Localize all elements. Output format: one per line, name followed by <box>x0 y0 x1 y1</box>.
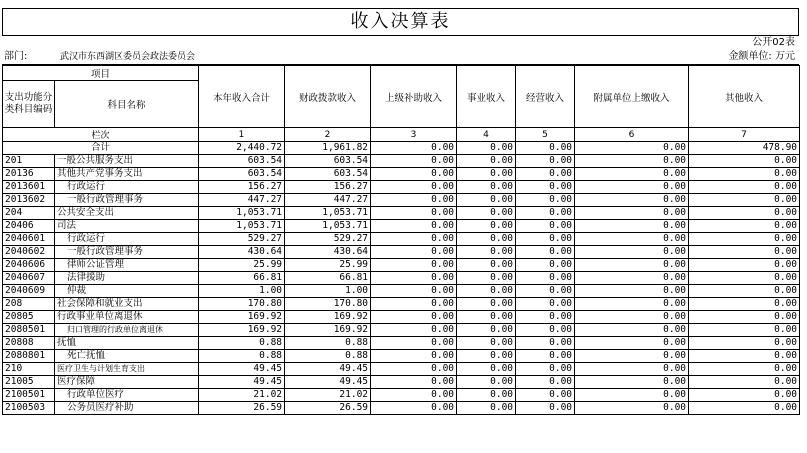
row-value-2: 25.99 <box>285 259 371 272</box>
header-code-col: 支出功能分类科目编码 <box>3 81 55 128</box>
row-value-6: 0.00 <box>575 272 689 285</box>
row-value-4: 0.00 <box>457 233 516 246</box>
row-value-4: 0.00 <box>457 363 516 376</box>
row-value-3: 0.00 <box>371 402 457 415</box>
row-name: 律师公证管理 <box>55 259 199 272</box>
header-col-1: 本年收入合计 <box>199 66 285 128</box>
row-value-4: 0.00 <box>457 324 516 337</box>
row-value-5: 0.00 <box>516 233 575 246</box>
row-value-4: 0.00 <box>457 181 516 194</box>
row-code: 2100503 <box>3 402 55 415</box>
row-value-6: 0.00 <box>575 207 689 220</box>
row-value-4: 0.00 <box>457 402 516 415</box>
index-num-2: 2 <box>285 128 371 142</box>
row-value-2: 0.88 <box>285 337 371 350</box>
row-name: 行政运行 <box>55 181 199 194</box>
row-value-2: 66.81 <box>285 272 371 285</box>
row-value-1: 529.27 <box>199 233 285 246</box>
table-row <box>3 168 800 181</box>
row-value-6: 0.00 <box>575 259 689 272</box>
row-value-1: 0.88 <box>199 337 285 350</box>
table-row <box>3 376 800 389</box>
row-value-7: 0.00 <box>689 376 800 389</box>
row-value-4: 0.00 <box>457 389 516 402</box>
row-name: 死亡抚恤 <box>55 350 199 363</box>
dept-label: 部门: <box>4 51 28 62</box>
row-code: 20805 <box>3 311 55 324</box>
row-name: 一般公共服务支出 <box>55 155 199 168</box>
row-code: 204 <box>3 207 55 220</box>
row-value-5: 0.00 <box>516 337 575 350</box>
row-value-6: 0.00 <box>575 337 689 350</box>
row-value-2: 603.54 <box>285 168 371 181</box>
row-value-7: 0.00 <box>689 168 800 181</box>
row-value-5: 0.00 <box>516 363 575 376</box>
total-value-1: 2,440.72 <box>199 142 285 155</box>
row-value-4: 0.00 <box>457 259 516 272</box>
row-value-6: 0.00 <box>575 194 689 207</box>
row-value-1: 21.02 <box>199 389 285 402</box>
row-name: 司法 <box>55 220 199 233</box>
row-value-4: 0.00 <box>457 168 516 181</box>
row-value-2: 21.02 <box>285 389 371 402</box>
row-value-6: 0.00 <box>575 233 689 246</box>
table-row <box>3 207 800 220</box>
row-value-1: 0.88 <box>199 350 285 363</box>
row-code: 20406 <box>3 220 55 233</box>
header-col-4: 事业收入 <box>457 66 516 128</box>
index-num-1: 1 <box>199 128 285 142</box>
index-num-7: 7 <box>689 128 800 142</box>
row-value-3: 0.00 <box>371 285 457 298</box>
total-value-4: 0.00 <box>457 142 516 155</box>
row-value-4: 0.00 <box>457 207 516 220</box>
row-code: 20136 <box>3 168 55 181</box>
income-table <box>2 65 800 415</box>
table-row <box>3 246 800 259</box>
row-name: 仲裁 <box>55 285 199 298</box>
row-value-5: 0.00 <box>516 207 575 220</box>
row-code: 2040601 <box>3 233 55 246</box>
row-value-6: 0.00 <box>575 311 689 324</box>
dept-name: 武汉市东西湖区委员会政法委员会 <box>60 52 196 62</box>
row-value-4: 0.00 <box>457 337 516 350</box>
row-value-5: 0.00 <box>516 246 575 259</box>
row-value-2: 0.88 <box>285 350 371 363</box>
row-value-2: 447.27 <box>285 194 371 207</box>
index-num-6: 6 <box>575 128 689 142</box>
row-value-3: 0.00 <box>371 259 457 272</box>
row-value-3: 0.00 <box>371 311 457 324</box>
header-col-3: 上级补助收入 <box>371 66 457 128</box>
row-value-2: 603.54 <box>285 155 371 168</box>
row-value-2: 169.92 <box>285 324 371 337</box>
row-code: 210 <box>3 363 55 376</box>
row-value-3: 0.00 <box>371 246 457 259</box>
row-name: 公共安全支出 <box>55 207 199 220</box>
row-value-2: 430.64 <box>285 246 371 259</box>
row-value-7: 0.00 <box>689 272 800 285</box>
row-value-2: 1,053.71 <box>285 207 371 220</box>
row-value-7: 0.00 <box>689 220 800 233</box>
row-value-3: 0.00 <box>371 376 457 389</box>
row-code: 2013601 <box>3 181 55 194</box>
row-value-3: 0.00 <box>371 363 457 376</box>
row-value-4: 0.00 <box>457 246 516 259</box>
row-value-7: 0.00 <box>689 324 800 337</box>
row-name: 其他共产党事务支出 <box>55 168 199 181</box>
table-row <box>3 337 800 350</box>
row-value-4: 0.00 <box>457 311 516 324</box>
row-value-4: 0.00 <box>457 298 516 311</box>
row-value-3: 0.00 <box>371 337 457 350</box>
row-value-3: 0.00 <box>371 168 457 181</box>
row-value-6: 0.00 <box>575 246 689 259</box>
row-value-1: 169.92 <box>199 324 285 337</box>
table-row <box>3 181 800 194</box>
header-col-2: 财政拨款收入 <box>285 66 371 128</box>
row-value-5: 0.00 <box>516 311 575 324</box>
row-value-2: 156.27 <box>285 181 371 194</box>
row-value-3: 0.00 <box>371 324 457 337</box>
row-value-1: 26.59 <box>199 402 285 415</box>
row-value-7: 0.00 <box>689 207 800 220</box>
row-value-7: 0.00 <box>689 311 800 324</box>
row-name: 行政单位医疗 <box>55 389 199 402</box>
row-value-1: 25.99 <box>199 259 285 272</box>
total-row <box>3 142 800 155</box>
sheet-title: 收入决算表 <box>2 8 799 36</box>
row-value-6: 0.00 <box>575 181 689 194</box>
table-row <box>3 155 800 168</box>
table-row <box>3 285 800 298</box>
row-value-7: 0.00 <box>689 155 800 168</box>
row-value-4: 0.00 <box>457 285 516 298</box>
row-value-5: 0.00 <box>516 324 575 337</box>
row-name: 一般行政管理事务 <box>55 194 199 207</box>
row-value-5: 0.00 <box>516 181 575 194</box>
row-value-1: 170.80 <box>199 298 285 311</box>
row-value-7: 0.00 <box>689 194 800 207</box>
row-value-7: 0.00 <box>689 350 800 363</box>
row-value-3: 0.00 <box>371 207 457 220</box>
row-value-2: 49.45 <box>285 363 371 376</box>
total-label: 合计 <box>3 142 199 155</box>
row-value-7: 0.00 <box>689 363 800 376</box>
row-value-1: 66.81 <box>199 272 285 285</box>
row-code: 201 <box>3 155 55 168</box>
row-value-5: 0.00 <box>516 168 575 181</box>
row-value-2: 1,053.71 <box>285 220 371 233</box>
row-value-3: 0.00 <box>371 233 457 246</box>
row-value-3: 0.00 <box>371 389 457 402</box>
row-value-2: 169.92 <box>285 311 371 324</box>
table-row <box>3 311 800 324</box>
row-value-1: 156.27 <box>199 181 285 194</box>
total-value-2: 1,961.82 <box>285 142 371 155</box>
row-name: 法律援助 <box>55 272 199 285</box>
row-name: 公务员医疗补助 <box>55 402 199 415</box>
unit-label: 金额单位: 万元 <box>728 51 795 62</box>
row-name: 医疗卫生与计划生育支出 <box>55 363 199 376</box>
row-value-1: 447.27 <box>199 194 285 207</box>
row-value-3: 0.00 <box>371 220 457 233</box>
total-value-6: 0.00 <box>575 142 689 155</box>
row-value-5: 0.00 <box>516 350 575 363</box>
table-row <box>3 402 800 415</box>
row-value-2: 529.27 <box>285 233 371 246</box>
row-value-2: 1.00 <box>285 285 371 298</box>
header-index-label: 栏次 <box>3 128 199 142</box>
row-value-6: 0.00 <box>575 376 689 389</box>
row-value-5: 0.00 <box>516 376 575 389</box>
row-value-2: 170.80 <box>285 298 371 311</box>
row-value-1: 603.54 <box>199 168 285 181</box>
total-value-5: 0.00 <box>516 142 575 155</box>
row-name: 抚恤 <box>55 337 199 350</box>
row-value-1: 49.45 <box>199 363 285 376</box>
header-name-col: 科目名称 <box>55 81 199 128</box>
row-value-6: 0.00 <box>575 363 689 376</box>
row-name: 行政运行 <box>55 233 199 246</box>
total-value-7: 478.90 <box>689 142 800 155</box>
row-code: 2040607 <box>3 272 55 285</box>
row-code: 2080501 <box>3 324 55 337</box>
row-value-7: 0.00 <box>689 298 800 311</box>
table-row <box>3 259 800 272</box>
row-value-5: 0.00 <box>516 298 575 311</box>
row-value-5: 0.00 <box>516 155 575 168</box>
row-value-4: 0.00 <box>457 350 516 363</box>
index-num-4: 4 <box>457 128 516 142</box>
row-value-5: 0.00 <box>516 194 575 207</box>
header-col-7: 其他收入 <box>689 66 800 128</box>
table-row <box>3 350 800 363</box>
table-row <box>3 272 800 285</box>
meta-row <box>2 50 799 65</box>
row-code: 2080801 <box>3 350 55 363</box>
row-value-5: 0.00 <box>516 402 575 415</box>
row-code: 20808 <box>3 337 55 350</box>
row-value-2: 49.45 <box>285 376 371 389</box>
row-value-3: 0.00 <box>371 272 457 285</box>
row-value-6: 0.00 <box>575 389 689 402</box>
row-value-5: 0.00 <box>516 259 575 272</box>
row-code: 21005 <box>3 376 55 389</box>
header-col-6: 附属单位上缴收入 <box>575 66 689 128</box>
table-row <box>3 194 800 207</box>
row-value-4: 0.00 <box>457 272 516 285</box>
total-value-3: 0.00 <box>371 142 457 155</box>
table-row <box>3 233 800 246</box>
row-code: 2040602 <box>3 246 55 259</box>
row-value-5: 0.00 <box>516 285 575 298</box>
row-code: 2013602 <box>3 194 55 207</box>
row-value-7: 0.00 <box>689 402 800 415</box>
row-value-4: 0.00 <box>457 220 516 233</box>
row-value-6: 0.00 <box>575 168 689 181</box>
row-value-1: 49.45 <box>199 376 285 389</box>
row-value-6: 0.00 <box>575 155 689 168</box>
row-value-7: 0.00 <box>689 259 800 272</box>
table-row <box>3 324 800 337</box>
row-value-3: 0.00 <box>371 194 457 207</box>
row-value-1: 1.00 <box>199 285 285 298</box>
table-row <box>3 298 800 311</box>
row-value-6: 0.00 <box>575 324 689 337</box>
row-value-5: 0.00 <box>516 389 575 402</box>
row-name: 归口管理的行政单位离退休 <box>55 324 199 337</box>
row-value-4: 0.00 <box>457 194 516 207</box>
row-value-7: 0.00 <box>689 181 800 194</box>
index-num-3: 3 <box>371 128 457 142</box>
row-name: 行政事业单位离退休 <box>55 311 199 324</box>
row-value-2: 26.59 <box>285 402 371 415</box>
row-value-6: 0.00 <box>575 285 689 298</box>
row-value-3: 0.00 <box>371 181 457 194</box>
row-value-6: 0.00 <box>575 350 689 363</box>
row-value-7: 0.00 <box>689 389 800 402</box>
row-code: 2040606 <box>3 259 55 272</box>
table-row <box>3 220 800 233</box>
table-row <box>3 363 800 376</box>
row-value-3: 0.00 <box>371 350 457 363</box>
row-value-4: 0.00 <box>457 376 516 389</box>
row-name: 一般行政管理事务 <box>55 246 199 259</box>
header-col-5: 经营收入 <box>516 66 575 128</box>
income-statement-sheet <box>2 8 799 415</box>
row-value-1: 1,053.71 <box>199 220 285 233</box>
row-code: 2040609 <box>3 285 55 298</box>
row-value-1: 169.92 <box>199 311 285 324</box>
row-value-6: 0.00 <box>575 402 689 415</box>
row-value-7: 0.00 <box>689 337 800 350</box>
form-number: 公开02表 <box>752 37 795 48</box>
row-value-3: 0.00 <box>371 298 457 311</box>
row-code: 2100501 <box>3 389 55 402</box>
row-name: 社会保障和就业支出 <box>55 298 199 311</box>
row-name: 医疗保障 <box>55 376 199 389</box>
row-value-6: 0.00 <box>575 220 689 233</box>
row-value-1: 1,053.71 <box>199 207 285 220</box>
row-value-3: 0.00 <box>371 155 457 168</box>
row-value-1: 603.54 <box>199 155 285 168</box>
row-code: 208 <box>3 298 55 311</box>
row-value-5: 0.00 <box>516 220 575 233</box>
header-project: 项目 <box>3 66 199 81</box>
table-row <box>3 389 800 402</box>
row-value-4: 0.00 <box>457 155 516 168</box>
row-value-7: 0.00 <box>689 285 800 298</box>
row-value-5: 0.00 <box>516 272 575 285</box>
row-value-7: 0.00 <box>689 246 800 259</box>
row-value-6: 0.00 <box>575 298 689 311</box>
row-value-7: 0.00 <box>689 233 800 246</box>
row-value-1: 430.64 <box>199 246 285 259</box>
index-num-5: 5 <box>516 128 575 142</box>
